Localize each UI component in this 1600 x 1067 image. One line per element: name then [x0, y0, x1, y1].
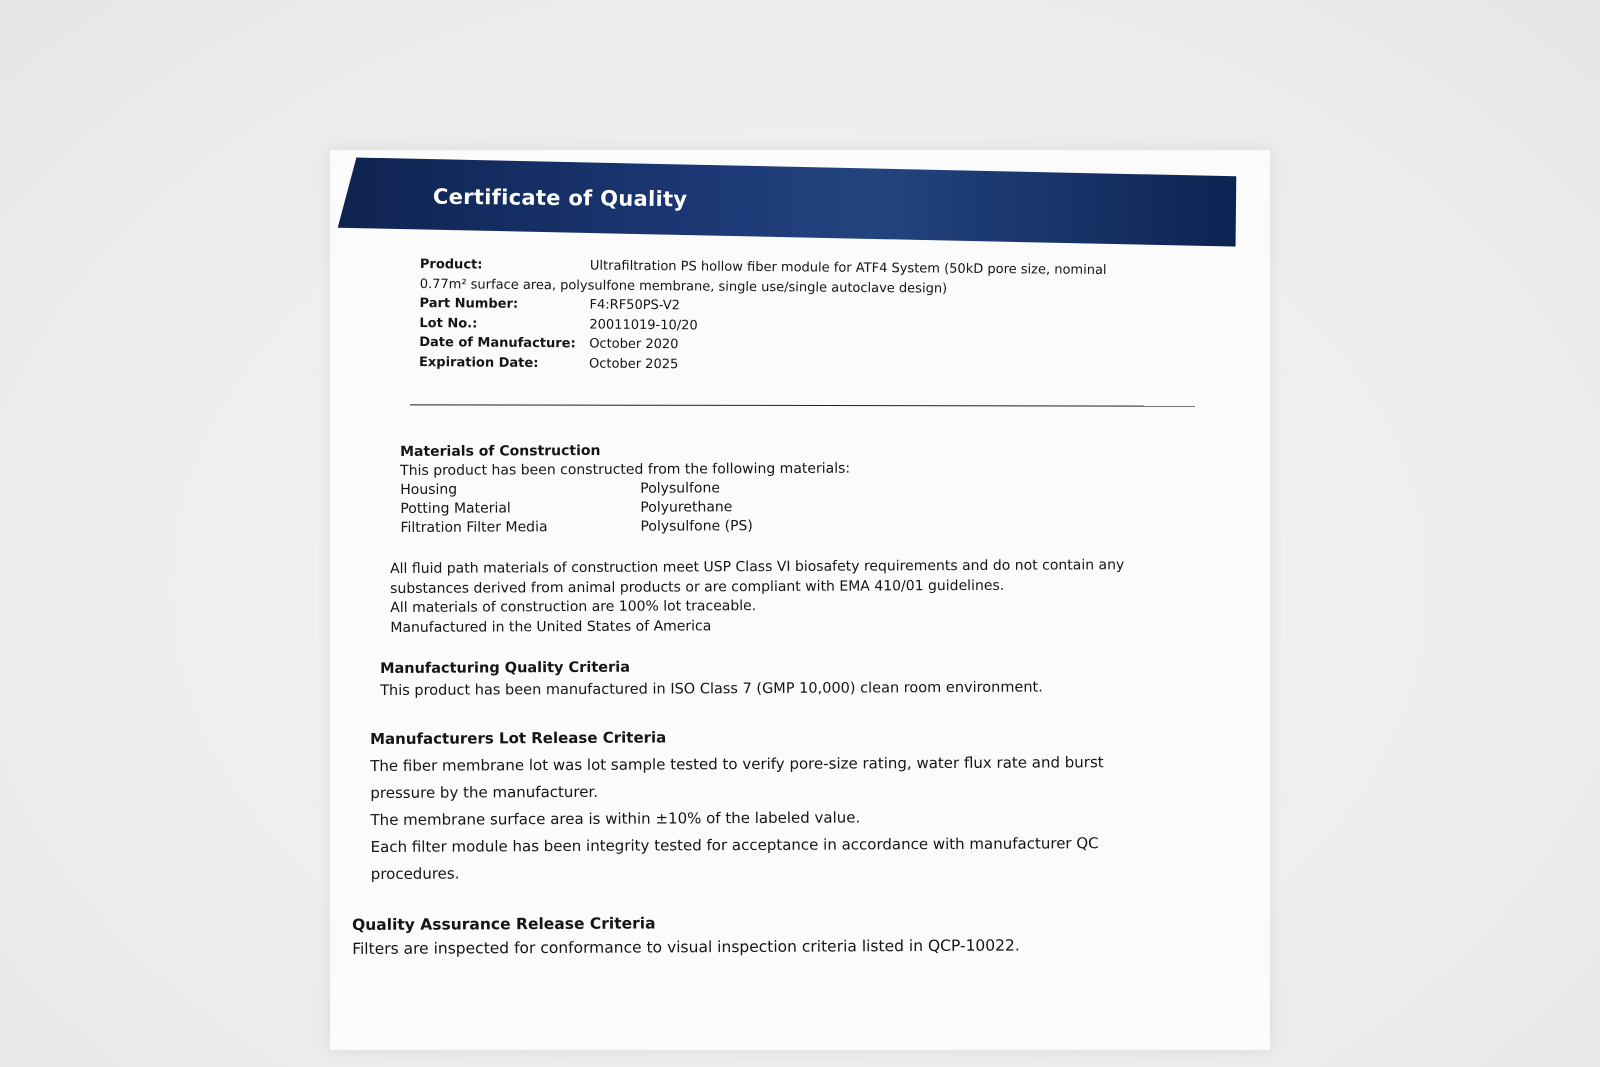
lot-release-section [370, 722, 1171, 888]
material-value: Polysulfone (PS) [640, 518, 753, 535]
lot-release-line: The fiber membrane lot was lot sample tested to verify pore-size rating, water flux rate and burst [370, 753, 1104, 775]
material-component: Housing [400, 481, 458, 498]
material-value: Polysulfone [640, 480, 721, 497]
manufacturing-heading: Manufacturing Quality Criteria [380, 659, 631, 677]
origin-line: Manufactured in the United States of America [390, 617, 712, 636]
lot-release-line: The membrane surface area is within ±10% of the labeled value. [370, 808, 861, 829]
material-component: Filtration Filter Media [400, 519, 548, 536]
lot-label: Lot No.: [419, 315, 478, 332]
product-info-block [419, 255, 1150, 378]
fluid-path-line: substances derived from animal products or are compliant with EMA 410/01 guidelines. [390, 577, 1005, 597]
material-row [400, 498, 850, 519]
qa-release-heading: Quality Assurance Release Criteria [352, 914, 656, 934]
part-number-value: F4:RF50PS-V2 [589, 297, 681, 314]
materials-section [400, 441, 850, 538]
expiration-date-label: Expiration Date: [419, 354, 539, 371]
traceability-line: All materials of construction are 100% lot traceable. [390, 598, 757, 616]
lot-release-line: procedures. [370, 864, 460, 883]
manufacturing-text: This product has been manufactured in ISO Class 7 (GMP 10,000) clean room environment. [380, 679, 1043, 699]
expiration-date-value: October 2025 [588, 355, 679, 372]
lot-release-heading: Manufacturers Lot Release Criteria [370, 728, 667, 748]
material-component: Potting Material [400, 500, 511, 517]
material-value: Polyurethane [640, 499, 733, 516]
material-row [400, 517, 850, 538]
product-label: Product: [419, 256, 483, 273]
lot-release-line: Each filter module has been integrity tested for acceptance in accordance with manufacturer QC [370, 834, 1099, 856]
fluid-path-section [390, 556, 1190, 638]
manufacturing-section [380, 655, 1043, 702]
material-row [400, 479, 850, 500]
document-title: Certificate of Quality [432, 184, 688, 212]
manufacture-date-value: October 2020 [589, 336, 679, 353]
product-value: Ultrafiltration PS hollow fiber module for ATF4 System (50kD pore size, nominal [589, 258, 1107, 278]
fluid-path-line: All fluid path materials of construction meet USP Class VI biosafety requirements and do not contain any [390, 557, 1125, 577]
lot-value: 20011019-10/20 [589, 316, 698, 333]
materials-intro: This product has been constructed from the following materials: [400, 460, 851, 479]
lot-release-line: pressure by the manufacturer. [370, 782, 599, 802]
qa-release-section [352, 910, 1020, 961]
materials-heading: Materials of Construction [400, 442, 601, 460]
manufacture-date-label: Date of Manufacture: [419, 334, 576, 352]
part-number-label: Part Number: [419, 295, 519, 312]
product-value-continued: 0.77m² surface area, polysulfone membrane, single use/single autoclave design) [419, 276, 948, 297]
qa-release-text: Filters are inspected for conformance to visual inspection criteria listed in QCP-10022. [352, 936, 1020, 958]
